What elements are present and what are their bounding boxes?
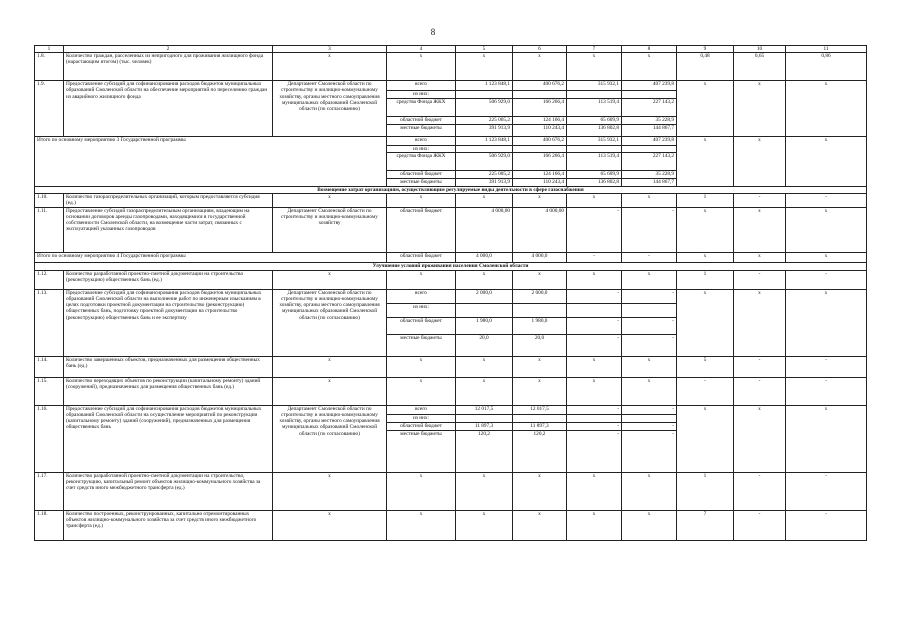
row-text: Количество газораспределительных организаций, которым предоставляется субсидия (ед.) [64,193,273,207]
cell: x [456,472,513,510]
fin-value: 506 929,0 [456,153,513,171]
section-title: Улучшение условий проживания населения Смоленской области [35,262,867,270]
cell: x [387,193,456,207]
header-cell: 4 [387,46,456,53]
section-row [35,262,867,270]
total-label: Итого по основному мероприятию 3 Государственной программы [35,137,387,186]
cell: x [513,53,567,81]
cell: 0,65 [734,53,786,81]
fin-source: всего [387,405,456,414]
fin-value: 65 609,9 [567,117,622,125]
row-number: 1.14. [35,356,64,377]
cell: x [273,377,387,405]
fin-value: - [567,289,622,303]
cell: x [273,472,387,510]
fin-source: всего [387,289,456,303]
fin-value: 12 017,5 [456,405,513,414]
header-cell: 11 [786,46,867,53]
cell: x [567,270,622,289]
fin-source: всего [387,81,456,91]
cell: x [734,405,786,472]
fin-value: 11 897,3 [456,422,513,430]
fin-source: из них: [387,303,456,317]
fin-value: 407 239,8 [622,81,677,91]
fin-value: 1 123 848,1 [456,81,513,91]
fin-value: 315 932,1 [567,137,622,146]
cell: 1 [677,193,734,207]
executor: Департамент Смоленской области по строительству и жилищно-коммунальному хозяйству, органы местного самоуправления муниципальных образований Смоленской области (по согласованию) [273,289,387,356]
cell: x [456,377,513,405]
total-label: Итого по основному мероприятию 4 Государственной программы [35,252,387,262]
fin-value: - [622,289,677,303]
cell: x [387,270,456,289]
row-text: Количество разработанной проектно-сметной документации на строительство (реконструкцию) общественных бань (ед.) [64,270,273,289]
fin-value: 227 143,2 [622,99,677,117]
fin-value: 65 609,9 [567,171,622,179]
cell: - [734,377,786,405]
cell: x [677,137,734,186]
cell: x [567,472,622,510]
cell: x [677,252,734,262]
fin-source: местные бюджеты [387,179,456,186]
cell: x [567,510,622,540]
fin-source: областной бюджет [387,317,456,334]
cell: x [567,356,622,377]
fin-source: местные бюджеты [387,430,456,472]
cell: x [786,289,867,356]
cell: x [387,472,456,510]
cell: - [734,270,786,289]
fin-value: 1 980,0 [513,317,567,334]
cell: - [677,377,734,405]
cell: x [387,53,456,81]
row-text: Количество разработанной проектно-сметной документации на строительство, реконструкцию, капитальный ремонт объектов жилищно-коммунального хозяйства за счет средств иного межбюджетного трансферта (ед.) [64,472,273,510]
fin-value: - [567,207,622,252]
fin-value: 391 913,9 [456,179,513,186]
cell: - [786,193,867,207]
row-text: Предоставление субсидий газораспределительным организациям, владеющим на основании договоров аренды газопроводами, находящимися в государственной собственности Смоленской области, на возмещение части затрат, связанных с эксплуатацией указанных газопроводов [64,207,273,252]
fin-value: 225 005,2 [456,117,513,125]
cell: x [622,356,677,377]
row-number: 1.11. [35,207,64,252]
cell: 5 [677,356,734,377]
cell: x [273,510,387,540]
cell: - [734,356,786,377]
cell: x [273,193,387,207]
cell: x [786,137,867,186]
cell: x [513,193,567,207]
header-cell: 9 [677,46,734,53]
header-row [35,46,867,53]
cell: x [513,472,567,510]
table-row [35,356,867,377]
fin-value: - [567,430,622,472]
section-row [35,186,867,193]
table-row [35,81,867,91]
cell: x [677,405,734,472]
header-cell: 1 [35,46,64,53]
cell: - [786,270,867,289]
cell: x [456,53,513,81]
row-number: 1.8. [35,53,64,81]
section-title: Возмещение затрат организациям, осуществляющим регулируемые виды деятельности в сфере газоснабжения [35,186,867,193]
fin-value: 110 243,4 [513,179,567,186]
cell: x [513,356,567,377]
cell: x [567,53,622,81]
table-row [35,472,867,510]
fin-source: местные бюджеты [387,334,456,356]
fin-source: средства Фонда ЖКХ [387,99,456,117]
header-cell: 5 [456,46,513,53]
fin-value: - [622,334,677,356]
table-row [35,377,867,405]
cell: - [734,510,786,540]
table-row [35,53,867,81]
fin-source: средства Фонда ЖКХ [387,153,456,171]
fin-value: - [567,317,622,334]
cell: - [734,193,786,207]
row-number: 1.9. [35,81,64,137]
cell: x [677,289,734,356]
cell: - [786,377,867,405]
cell: x [734,289,786,356]
fin-value: 391 913,9 [456,125,513,137]
row-text: Предоставление субсидий для софинансирования расходов бюджетов муниципальных образований Смоленской области на осуществление мероприятий по реконструкции (капитальному ремонту) зданий (сооружений), предназначенных для размещения общественных бань [64,405,273,472]
row-text: Количество завершенных объектов, предназначенных для размещения общественных бань (ед.) [64,356,273,377]
cell: - [786,356,867,377]
fin-source: местные бюджеты [387,125,456,137]
cell: x [622,377,677,405]
cell: x [734,81,786,137]
fin-value: 166 266,4 [513,153,567,171]
fin-value: 4 000,0 [456,252,513,262]
fin-value: 315 932,1 [567,81,622,91]
row-number: 1.13. [35,289,64,356]
fin-value: 144 867,7 [622,125,677,137]
fin-value: - [622,317,677,334]
cell: x [513,377,567,405]
cell: x [677,81,734,137]
fin-source: всего [387,137,456,146]
fin-value: 400 676,2 [513,81,567,91]
fin-value: 506 929,0 [456,99,513,117]
cell: x [786,252,867,262]
fin-source: областной бюджет [387,171,456,179]
row-number: 1.17. [35,472,64,510]
fin-source: областной бюджет [387,422,456,430]
fin-value: 120,2 [456,430,513,472]
fin-source: областной бюджет [387,252,456,262]
cell: x [273,270,387,289]
cell: x [622,472,677,510]
cell: x [734,207,786,252]
header-cell: 10 [734,46,786,53]
table-row [35,270,867,289]
table-row [35,193,867,207]
cell: x [622,510,677,540]
table-row [35,252,867,262]
fin-source: из них: [387,146,456,153]
table-row [35,510,867,540]
fin-value: - [622,430,677,472]
cell: x [786,81,867,137]
fin-value: 113 519,4 [567,153,622,171]
cell: 7 [677,510,734,540]
cell: x [786,405,867,472]
table-row [35,207,867,252]
fin-value: 4 000,00 [456,207,513,252]
fin-value: 166 266,4 [513,99,567,117]
row-number: 1.15. [35,377,64,405]
table-row [35,289,867,303]
page-number: 8 [430,27,436,37]
row-number: 1.10. [35,193,64,207]
header-cell: 3 [273,46,387,53]
fin-value: 2 000,0 [456,289,513,303]
header-cell: 7 [567,46,622,53]
cell: x [273,356,387,377]
fin-value: 120,2 [513,430,567,472]
executor: Департамент Смоленской области по строительству и жилищно-коммунальному хозяйству [273,207,387,252]
fin-value: 407 239,8 [622,137,677,146]
cell: x [677,207,734,252]
cell: x [387,356,456,377]
fin-value: 35 228,9 [622,171,677,179]
header-cell: 6 [513,46,567,53]
header-cell: 2 [64,46,273,53]
fin-source: из них: [387,414,456,422]
fin-value: 136 802,8 [567,179,622,186]
cell: x [734,252,786,262]
fin-value: 225 005,2 [456,171,513,179]
cell: - [734,472,786,510]
fin-value: 110 243,4 [513,125,567,137]
fin-value: 2 000,0 [513,289,567,303]
program-table [34,45,867,541]
cell: x [456,356,513,377]
cell: 1 [677,270,734,289]
fin-value: 35 228,9 [622,117,677,125]
cell: x [513,270,567,289]
row-text: Количество переходящих объектов по реконструкции (капитальному ремонту) зданий (сооружений), предназначенных для размещения общественных бань (ед.) [64,377,273,405]
cell: x [567,377,622,405]
fin-value: 113 519,4 [567,99,622,117]
fin-value: 4 000,00 [513,207,567,252]
cell: x [622,193,677,207]
fin-value: 124 166,4 [513,171,567,179]
cell: x [387,377,456,405]
header-cell: 8 [622,46,677,53]
cell: x [622,53,677,81]
fin-source: из них: [387,91,456,99]
fin-value: - [567,334,622,356]
fin-value: - [567,252,622,262]
fin-value: - [622,422,677,430]
fin-value: 20,0 [513,334,567,356]
cell: - [786,472,867,510]
fin-source: областной бюджет [387,117,456,125]
cell: x [456,193,513,207]
fin-value: 20,0 [456,334,513,356]
executor: Департамент Смоленской области по строительству и жилищно-коммунальному хозяйству, органы местного самоуправления муниципальных образований Смоленской области (по согласованию) [273,81,387,137]
row-text: Количество построенных, реконструированных, капитально отремонтированных объектов жилищно-коммунального хозяйства за счет средств иного межбюджетного трансферта (ед.) [64,510,273,540]
fin-value: 124 166,4 [513,117,567,125]
fin-value: - [567,422,622,430]
cell: 0,48 [677,53,734,81]
table-row [35,137,867,146]
fin-value: 1 980,0 [456,317,513,334]
row-text: Предоставление субсидий для софинансирования расходов бюджетов муниципальных образований Смоленской области на выполнение работ по инженерным изысканиям в целях подготовки проектной документации на строительство (реконструкцию) общественных бань, подготовку проектной документации на строительство (реконструкцию) общественных бань и ее экспертизу [64,289,273,356]
fin-value: 400 676,2 [513,137,567,146]
cell: x [567,193,622,207]
cell: x [456,510,513,540]
fin-value: 136 802,8 [567,125,622,137]
row-number: 1.16. [35,405,64,472]
fin-value: 144 867,7 [622,179,677,186]
cell: x [734,137,786,186]
row-text: Предоставление субсидий для софинансирования расходов бюджетов муниципальных образований Смоленской области на обеспечение мероприятий по переселению граждан из аварийного жилищного фонда [64,81,273,137]
cell: x [513,510,567,540]
fin-value: - [622,207,677,252]
cell: x [273,53,387,81]
fin-value: 11 897,3 [513,422,567,430]
fin-value: 227 143,2 [622,153,677,171]
cell: 0,86 [786,53,867,81]
cell: - [786,510,867,540]
table-row [35,405,867,414]
cell: x [456,270,513,289]
fin-value: 1 123 848,1 [456,137,513,146]
cell: x [786,207,867,252]
cell: x [387,510,456,540]
fin-value: - [622,405,677,414]
row-number: 1.12. [35,270,64,289]
fin-value: 4 000,0 [513,252,567,262]
row-text: Количество граждан, расселенных из непригодного для проживания жилищного фонда (нарастающим итогом) (тыс. человек) [64,53,273,81]
fin-value: - [567,405,622,414]
cell: 1 [677,472,734,510]
fin-source: областной бюджет [387,207,456,252]
executor: Департамент Смоленской области по строительству и жилищно-коммунальному хозяйству, органы местного самоуправления муниципальных образований Смоленской области (по согласованию) [273,405,387,472]
fin-value: 12 017,5 [513,405,567,414]
fin-value: - [622,252,677,262]
row-number: 1.18. [35,510,64,540]
cell: x [622,270,677,289]
